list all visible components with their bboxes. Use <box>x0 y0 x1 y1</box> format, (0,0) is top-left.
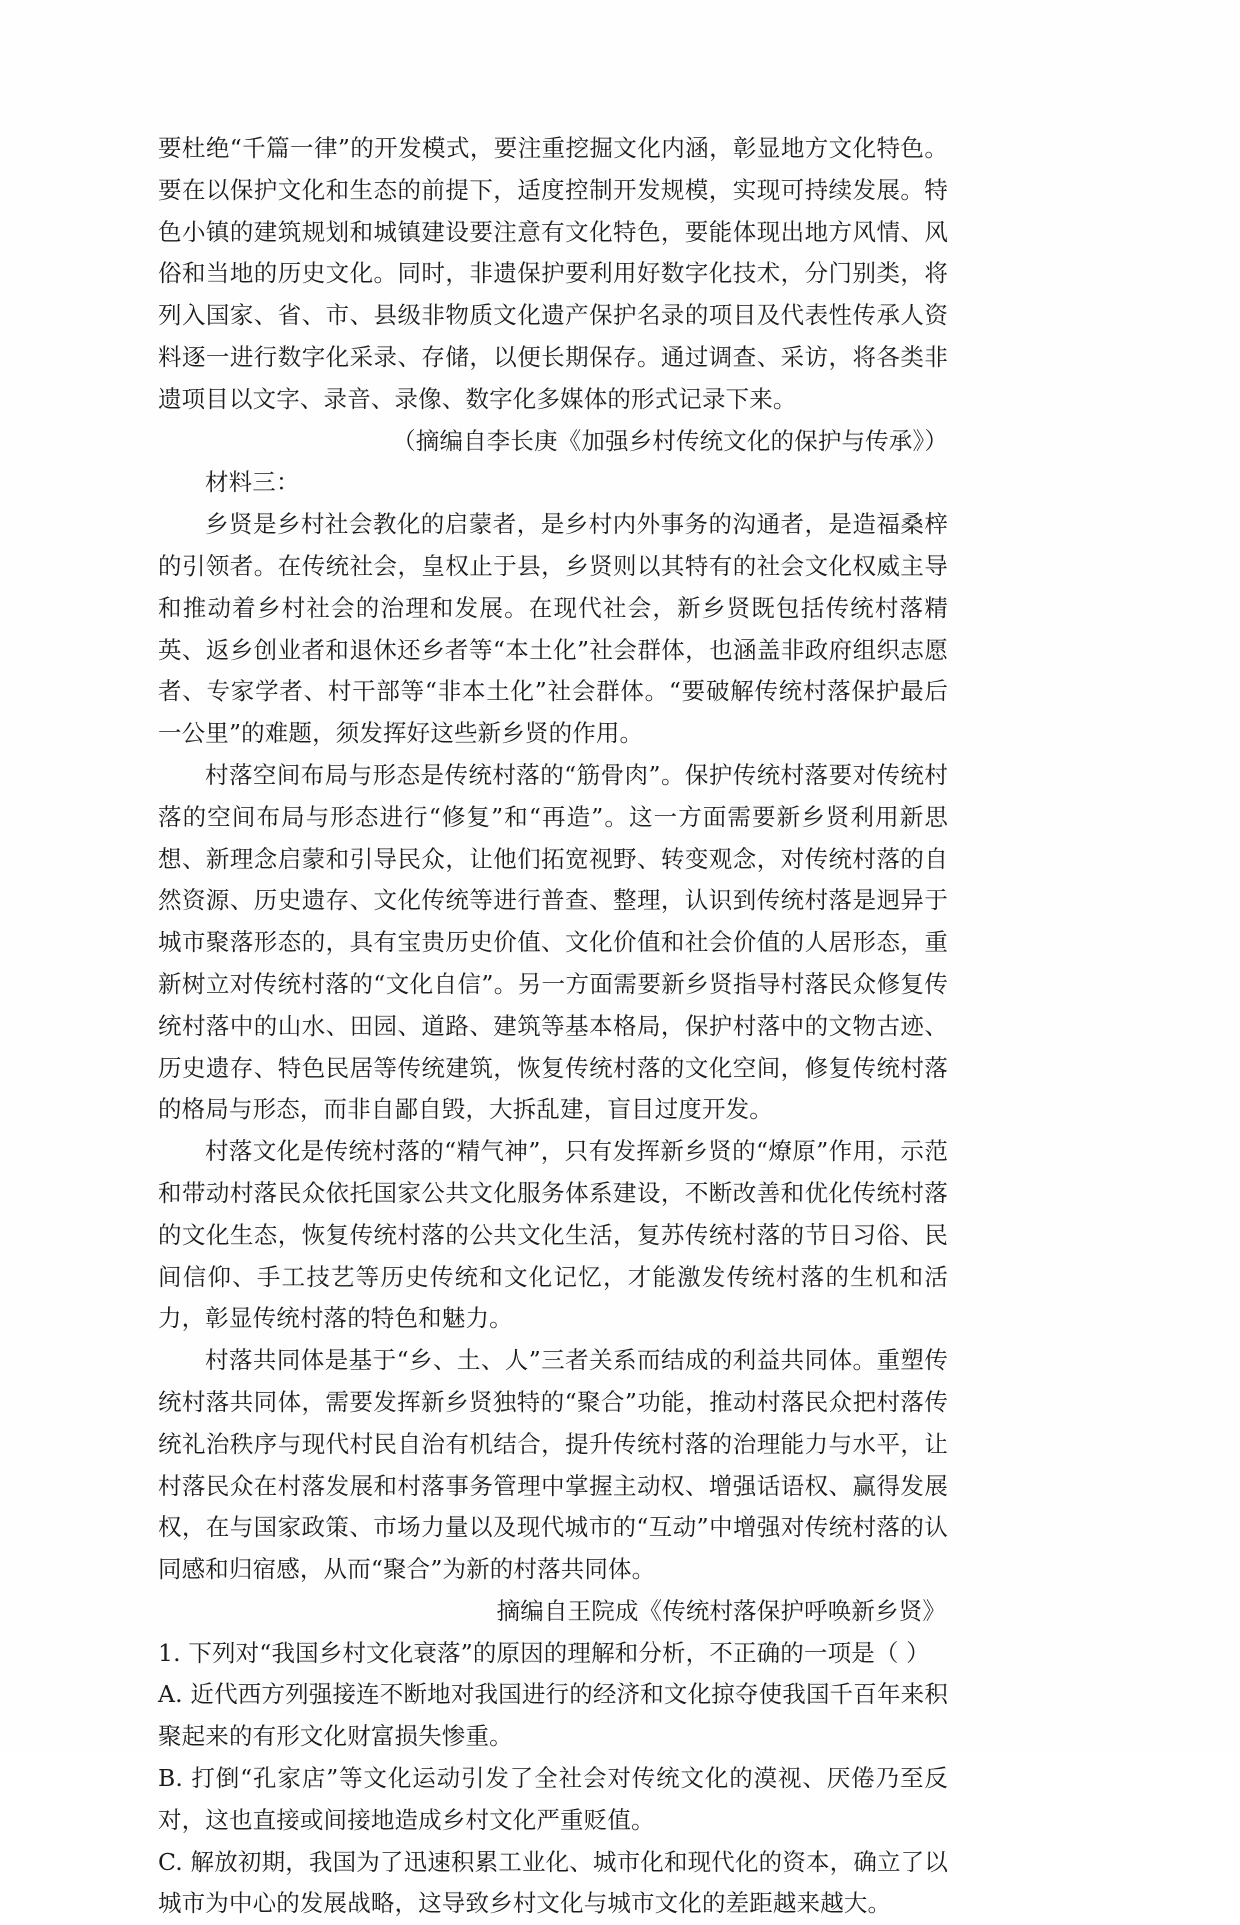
material-three-label: 材料三： <box>205 468 300 497</box>
question-1-option-b[interactable]: B. 打倒“孔家店”等文化运动引发了全社会对传统文化的漠视、厌倦乃至反对，这也直接或间接地造成乡村文化严重贬值。 <box>158 1764 948 1834</box>
document-body <box>158 128 948 1925</box>
paragraph-4: 村落共同体是基于“乡、土、人”三者关系而结成的利益共同体。重塑传统村落共同体，需要发挥新乡贤独特的“聚合”功能，推动村落民众把村落传统礼治秩序与现代村民自治有机结合，提升传统村落的治理能力与水平，让村落民众在村落发展和村落事务管理中掌握主动权、增强话语权、赢得发展权，在与国家政策、市场力量以及现代城市的“互动”中增强对传统村落的认同感和归宿感，从而“聚合”为新的村落共同体。 <box>158 1346 948 1584</box>
paragraph-1: 乡贤是乡村社会教化的启蒙者，是乡村内外事务的沟通者，是造福桑梓的引领者。在传统社会，皇权止于县，乡贤则以其特有的社会文化权威主导和推动着乡村社会的治理和发展。在现代社会，新乡贤既包括传统村落精英、返乡创业者和退休还乡者等“本土化”社会群体，也涵盖非政府组织志愿者、专家学者、村干部等“非本土化”社会群体。“要破解传统村落保护最后一公里”的难题，须发挥好这些新乡贤的作用。 <box>158 510 948 748</box>
citation-material-three: 摘编自王院成《传统村落保护呼唤新乡贤》 <box>496 1596 946 1625</box>
paragraph-3: 村落文化是传统村落的“精气神”，只有发挥新乡贤的“燎原”作用，示范和带动村落民众依托国家公共文化服务体系建设，不断改善和优化传统村落的文化生态，恢复传统村落的公共文化生活，复苏传统村落的节日习俗、民间信仰、手工技艺等历史传统和文化记忆，才能激发传统村落的生机和活力，彰显传统村落的特色和魅力。 <box>158 1137 948 1333</box>
paragraph-2: 村落空间布局与形态是传统村落的“筋骨肉”。保护传统村落要对传统村落的空间布局与形态进行“修复”和“再造”。这一方面需要新乡贤利用新思想、新理念启蒙和引导民众，让他们拓宽视野、转变观念，对传统村落的自然资源、历史遗存、文化传统等进行普查、整理，认识到传统村落是迥异于城市聚落形态的，具有宝贵历史价值、文化价值和社会价值的人居形态，重新树立对传统村落的“文化自信”。另一方面需要新乡贤指导村落民众修复传统村落中的山水、田园、道路、建筑等基本格局，保护村落中的文物古迹、历史遗存、特色民居等传统建筑，恢复传统村落的文化空间，修复传统村落的格局与形态，而非自鄙自毁，大拆乱建，盲目过度开发。 <box>158 760 948 1124</box>
question-1-option-a[interactable]: A. 近代西方列强接连不断地对我国进行的经济和文化掠夺使我国千百年来积聚起来的有形文化财富损失惨重。 <box>158 1680 948 1751</box>
question-1-option-c[interactable]: C. 解放初期，我国为了迅速积累工业化、城市化和现代化的资本，确立了以城市为中心的发展战略，这导致乡村文化与城市文化的差距越来越大。 <box>158 1847 948 1918</box>
paragraph-material-two-tail: 要杜绝“千篇一律”的开发模式，要注重挖掘文化内涵，彰显地方文化特色。要在以保护文化和生态的前提下，适度控制开发规模，实现可持续发展。特色小镇的建筑规划和城镇建设要注意有文化特色，要能体现出地方风情、风俗和当地的历史文化。同时，非遗保护要利用好数字化技术，分门别类，将列入国家、省、市、县级非物质文化遗产保护名录的项目及代表性传承人资料逐一进行数字化采录、存储，以便长期保存。通过调查、采访，将各类非遗项目以文字、录音、录像、数字化多媒体的形式记录下来。 <box>158 134 948 413</box>
citation-material-two: （摘编自李长庚《加强乡村传统文化的保护与传承》） <box>392 426 948 455</box>
question-1-stem: 1. 下列对“我国乡村文化衰落”的原因的理解和分析，不正确的一项是（ ） <box>158 1638 930 1667</box>
